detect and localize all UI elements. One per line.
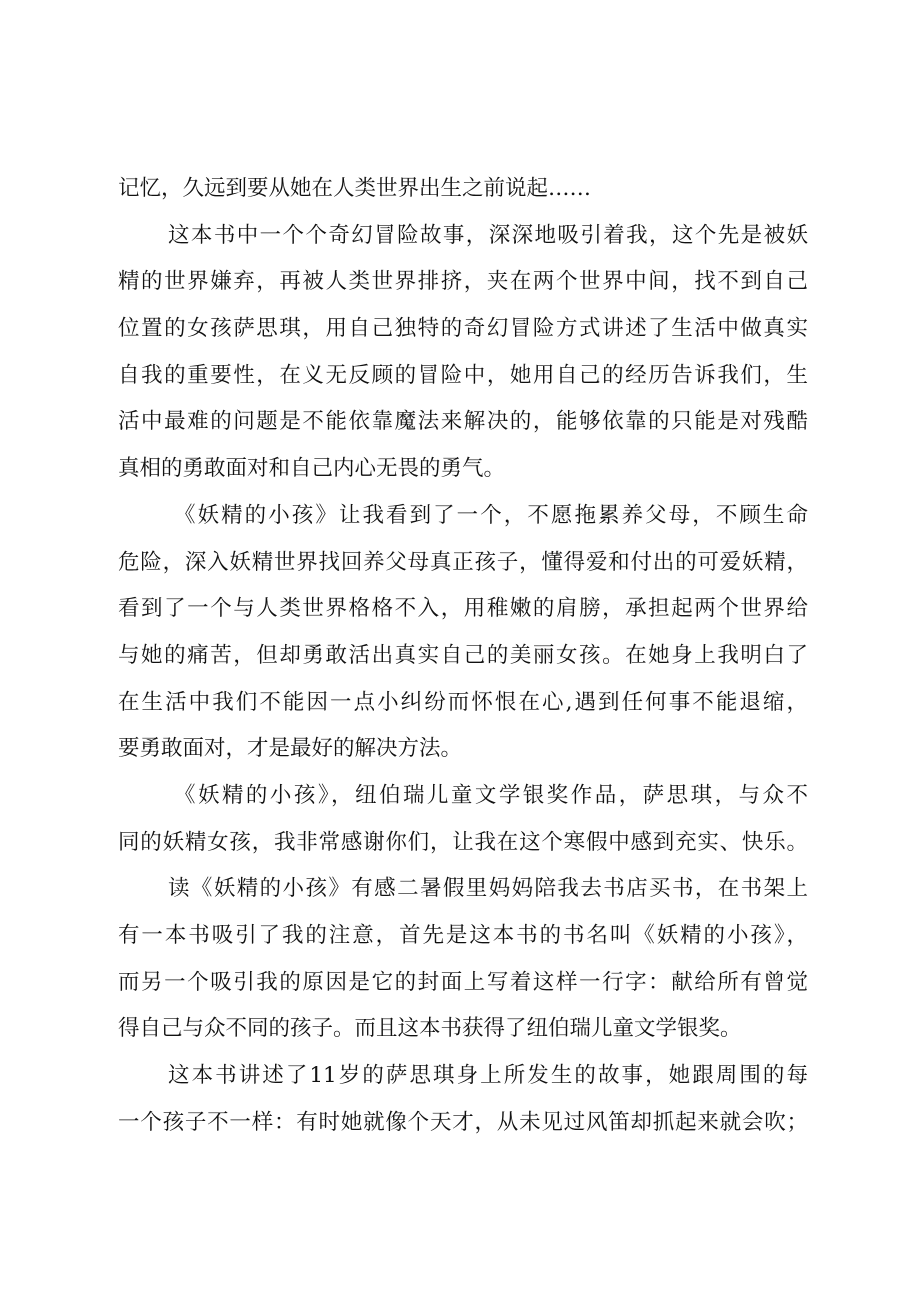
text-line: 而另一个吸引我的原因是它的封面上写着这样一行字：献给所有曾觉	[118, 969, 808, 995]
text-line: 读《妖精的小孩》有感二暑假里妈妈陪我去书店买书，在书架上	[168, 876, 808, 902]
text-line: 自我的重要性，在义无反顾的冒险中，她用自己的经历告诉我们，生	[118, 362, 808, 388]
text-line: 得自己与众不同的孩子。而且这本书获得了纽伯瑞儿童文学银奖。	[118, 1016, 742, 1042]
text-line: 同的妖精女孩，我非常感谢你们，让我在这个寒假中感到充实、快乐。	[118, 829, 808, 855]
text-line: 在生活中我们不能因一点小纠纷而怀恨在心,遇到任何事不能退缩，	[118, 689, 808, 715]
text-line: 看到了一个与人类世界格格不入，用稚嫩的肩膀，承担起两个世界给	[118, 596, 808, 622]
text-line: 《妖精的小孩》，纽伯瑞儿童文学银奖作品，萨思琪，与众不	[174, 782, 808, 808]
document-body	[118, 166, 808, 1146]
text-line: 这本书讲述了11岁的萨思琪身上所发生的故事，她跟周围的每	[168, 1063, 808, 1089]
text-line: 位置的女孩萨思琪，用自己独特的奇幻冒险方式讲述了生活中做真实	[118, 316, 808, 342]
text-line: 活中最难的问题是不能依靠魔法来解决的，能够依靠的只能是对残酷	[118, 409, 808, 435]
text-line: 危险，深入妖精世界找回养父母真正孩子，懂得爱和付出的可爱妖精，	[118, 549, 808, 575]
text-line: 要勇敢面对，才是最好的解决方法。	[118, 736, 463, 762]
text-line: 一个孩子不一样：有时她就像个天才，从未见过风笛却抓起来就会吹；	[118, 1109, 808, 1135]
text-line: 记忆，久远到要从她在人类世界出生之前说起……	[118, 176, 592, 201]
text-line: 这本书中一个个奇幻冒险故事，深深地吸引着我，这个先是被妖	[168, 222, 808, 248]
text-line: 真相的勇敢面对和自己内心无畏的勇气。	[118, 456, 506, 482]
text-line: 有一本书吸引了我的注意，首先是这本书的书名叫《妖精的小孩》，	[118, 923, 808, 948]
text-line: 《妖精的小孩》让我看到了一个，不愿拖累养父母，不顾生命	[174, 502, 808, 528]
text-line: 与她的痛苦，但却勇敢活出真实自己的美丽女孩。在她身上我明白了	[118, 642, 808, 668]
text-line: 精的世界嫌弃，再被人类世界排挤，夹在两个世界中间，找不到自己	[118, 269, 808, 295]
